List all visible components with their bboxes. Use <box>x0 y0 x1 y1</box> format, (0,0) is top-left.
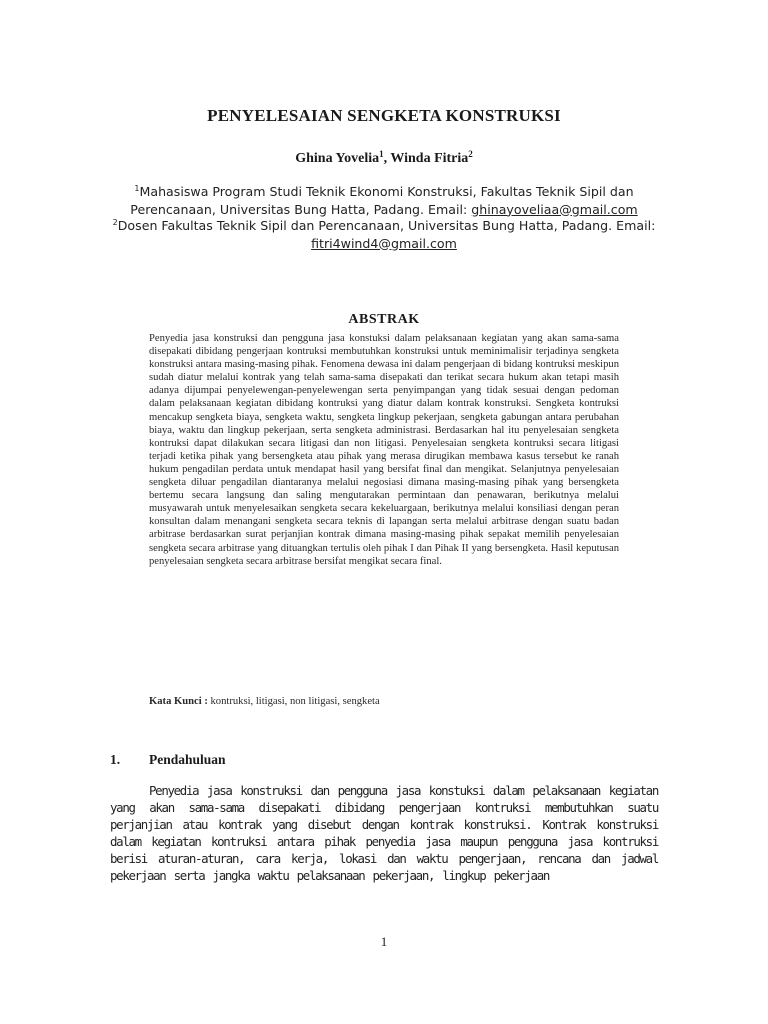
abstract-heading: ABSTRAK <box>348 312 420 327</box>
affiliation-text: Mahasiswa Program Studi Teknik Ekonomi Konstruksi, Fakultas Teknik Sipil dan Perencanaan, Universitas Bung Hatta, Padang. Email: <box>130 184 634 217</box>
page-number: 1 <box>380 934 388 949</box>
keywords <box>149 696 619 707</box>
author-separator: , <box>383 151 391 166</box>
section-heading <box>110 752 226 768</box>
email-link[interactable]: fitri4wind4@gmail.com <box>311 235 457 251</box>
section-title: Pendahuluan <box>149 752 226 767</box>
body-paragraph: Penyedia jasa konstruksi dan pengguna jasa konstuksi dalam pelaksanaan kegiatan yang akan sama-sama disepakati dibidang pengerjaan kontruksi membutuhkan suatu perjanjian atau kontrak yang disebut dengan kontrak konstruksi. Kontrak konstruksi dalam kegiatan kontruksi antara pihak penyedia jasa maupun pengguna jasa kontruksi berisi aturan-aturan, cara kerja, lokasi dan waktu pengerjaan, rencana dan jadwal pekerjaan serta jangka waktu pelaksanaan pekerjaan, lingkup pekerjaan <box>110 783 658 883</box>
keywords-label: Kata Kunci : <box>149 696 208 707</box>
affiliation-text: Dosen Fakultas Teknik Sipil dan Perencanaan, Universitas Bung Hatta, Padang. Email: <box>117 218 656 233</box>
affiliation-2 <box>100 214 668 252</box>
section-number: 1. <box>110 752 121 767</box>
author-list <box>0 149 768 167</box>
abstract-text: Penyedia jasa konstruksi dan pengguna jasa konstuksi dalam pelaksanaan kegiatan yang akan sama-sama disepakati dibidang pengerjaan kontruksi membutuhkan konstruksi untuk meminimalisir terjadinya sengketa konstruksi antara masing-masing pihak. Fenomena dewasa ini dalam pengerjaan di bidang kontruksi meskipun sudah diatur melalui kontrak yang telah sama-sama disepakati dan terikat secara hukum akan tetapi masih adanya dijumpai penyelewengan-penyelewengan serta penyimpangan yang tidak sesuai dengan pedoman dalam pelaksanaan kegiatan dibidang kontruksi yang diatur dalam kontrak konstruksi. Sengketa kontruksi mencakup sengketa biaya, sengketa waktu, sengketa lingkup pekerjaan, sengketa gabungan antara perubahan biaya, waktu dan lingkup pekerjaan, serta sengketa administrasi. Berdasarkan hal itu penyelesaian sengketa kontruksi dapat dilakukan secara litigasi dan non litigasi. Penyelesaian sengketa kontruksi secara litigasi terjadi ketika pihak yang bersengketa atau pihak yang merasa dirugikan membawa kasus tersebut ke ranah hukum pengadilan perdata untuk mendapat hasil yang bersifat final dan mengikat. Selanjutnya penyelesaian sengketa diluar pengadilan diantaranya melalui negosiasi dimana masing-masing pihak yang bersengketa bertemu secara langsung dan saling mengutarakan permintaan dan penawaran, berikutnya melalui musyawarah untuk menyelesaikan sengketa secara kekeluargaan, berikutnya melalui konsiliasi dengan peran konsultan dalam menangani sengketa secara teknis di lapangan serta melalui arbitrase dengan suatu badan arbitrase berdasarkan surat perjanjian kontrak dimana masing-masing pihak sepakat memilih penyelesaian sengketa secara arbitrase yang dituangkan tertulis oleh pihak I dan Pihak II yang bersengketa. Hasil keputusan penyelesaian sengketa secara arbitrase bersifat mengikat secara final. <box>149 333 619 567</box>
author-superscript: 1 <box>379 149 384 159</box>
email-link[interactable]: ghinayoveliaa@gmail.com <box>471 201 638 217</box>
affiliation-1 <box>100 180 668 218</box>
affiliation-superscript: 2 <box>112 218 118 227</box>
keywords-list: kontruksi, litigasi, non litigasi, sengketa <box>207 696 380 707</box>
author-name: Ghina Yovelia <box>295 151 380 166</box>
affiliation-superscript: 1 <box>134 184 140 193</box>
author-name: Winda Fitria <box>390 151 469 166</box>
author-superscript: 2 <box>468 149 473 159</box>
paper-title: PENYELESAIAN SENGKETA KONSTRUKSI <box>207 106 561 125</box>
